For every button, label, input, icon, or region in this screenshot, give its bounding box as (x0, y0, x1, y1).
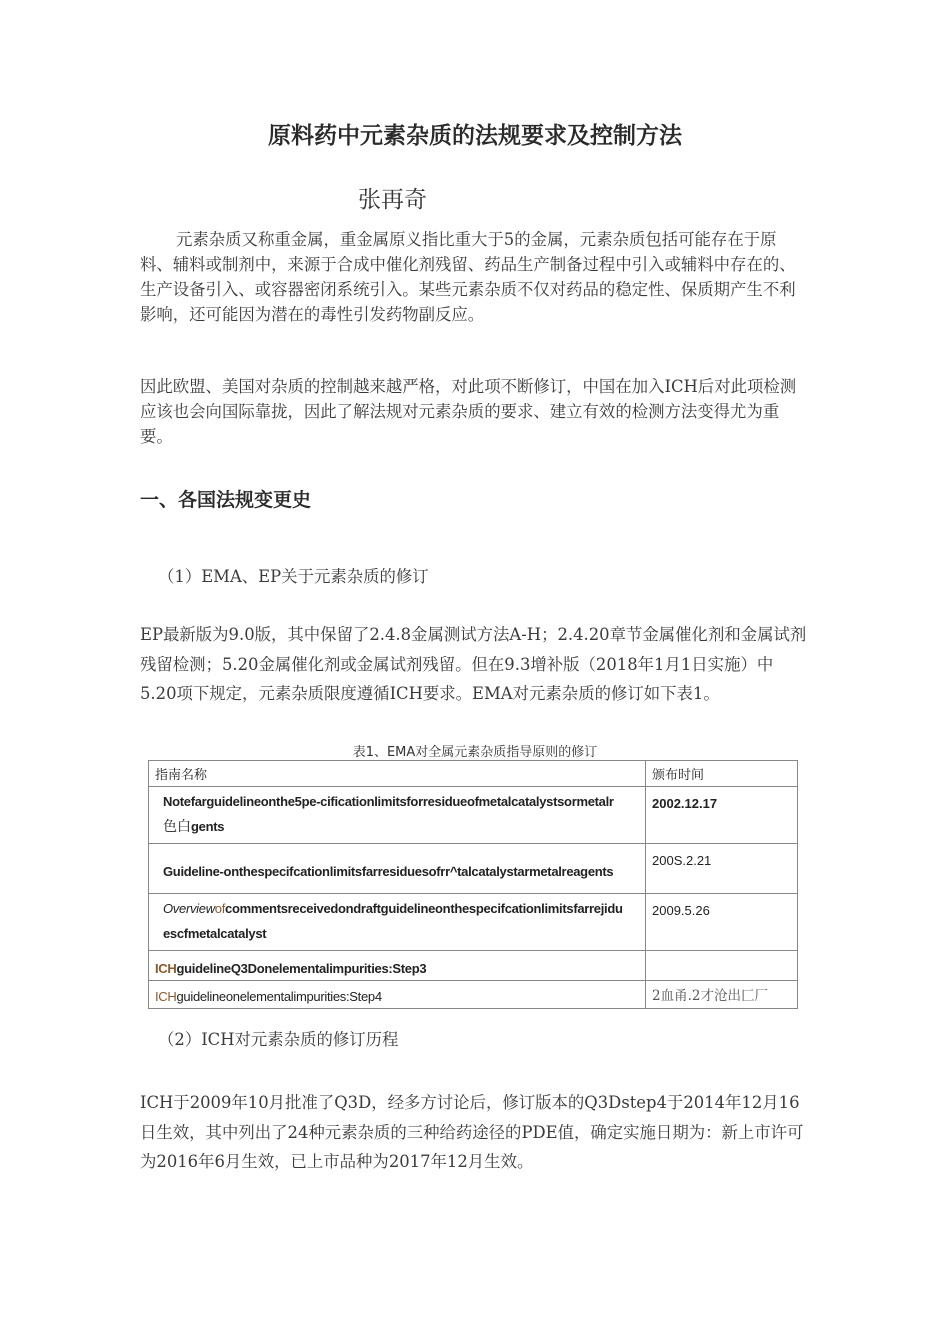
issue-date: 2009.5.26 (652, 903, 710, 918)
table-row (149, 787, 798, 844)
issue-date: 2002.12.17 (652, 796, 718, 811)
guideline-name-text: commentsreceivedondraftguidelineonthespecifcationlimitsfarrejidu (225, 901, 623, 916)
table-caption: 表1、EMA对全属元素杂质指导原则的修订 (352, 745, 598, 760)
guideline-name-text: 色白 (163, 819, 191, 835)
guideline-name-cell (149, 951, 646, 981)
header-guideline-name: 指南名称 (149, 761, 646, 787)
guideline-name-text: guidelineonelementalimpurities:Step4 (176, 989, 382, 1004)
guideline-name-text: fmetalcatalyst (183, 926, 267, 941)
table-row (149, 981, 798, 1009)
guideline-name-text: ICH (155, 989, 177, 1004)
author-name: 张再奇 (358, 187, 427, 213)
guideline-name-text: esc (163, 926, 184, 941)
guideline-name-text: guidelineQ3Donelementalimpurities:Step3 (176, 961, 427, 976)
issue-date: 200S.2.21 (652, 853, 712, 868)
guideline-name-cell (149, 981, 646, 1009)
guideline-name-text: Notefarguidelineonthe5pe-cificationlimitsforresidueofmetalcatalystsormetalr (163, 794, 614, 809)
context-paragraph: 因此欧盟、美国对杂质的控制越来越严格，对此项不断修订，中国在加入ICH后对此项检测应该也会向国际靠拢，因此了解法规对元素杂质的要求、建立有效的检测方法变得尤为重要。 (140, 377, 797, 446)
section-heading: 一、各国法规变更史 (140, 489, 312, 511)
issue-date-cell (646, 844, 798, 894)
guideline-name-cell (149, 894, 646, 951)
ema-revision-table (148, 760, 798, 1009)
document-title: 原料药中元素杂质的法规要求及控制方法 (268, 123, 682, 149)
subsection-ich: （2）ICH对元素杂质的修订历程 (158, 1030, 399, 1049)
ep-paragraph: EP最新版为9.0版，其中保留了2.4.8金属测试方法A-H；2.4.20章节金属催化剂和金属试剂残留检测；5.20金属催化剂或金属试剂残留。但在9.3增补版（2018年1月1日实施）中5.20项下规定，元素杂质限度遵循ICH要求。EMA对元素杂质的修订如下表1。 (140, 625, 807, 703)
ich-paragraph: ICH于2009年10月批准了Q3D，经多方讨论后，修订版本的Q3Dstep4于2014年12月16日生效，其中列出了24种元素杂质的三种给药途径的PDE值，确定实施日期为：新上市许可为2016年6月生效，已上市品种为2017年12月生效。 (140, 1093, 804, 1171)
table-row (149, 844, 798, 894)
issue-date-cell (646, 787, 798, 844)
guideline-name-cell (149, 787, 646, 844)
guideline-name-text: Overview (163, 901, 215, 916)
guideline-name-text: Guideline-onthespecifcationlimitsfarresiduesofrr^talcatalystarmetalreagents (163, 864, 614, 879)
issue-date-cell (646, 894, 798, 951)
guideline-name-text: gents (191, 819, 225, 834)
guideline-name-text: of (214, 901, 226, 916)
issue-date-cell (646, 981, 798, 1009)
guideline-name-text: ICH (155, 961, 177, 976)
table-header-row (149, 761, 798, 787)
header-issue-date: 颁布时间 (646, 761, 798, 787)
subsection-ema-ep: （1）EMA、EP关于元素杂质的修订 (158, 567, 429, 586)
table-row (149, 894, 798, 951)
issue-date-cell (646, 951, 798, 981)
issue-date: 2血甬.2才沧出匚厂 (652, 988, 768, 1004)
intro-paragraph: 元素杂质又称重金属，重金属原义指比重大于5的金属，元素杂质包括可能存在于原料、辅料或制剂中，来源于合成中催化剂残留、药品生产制备过程中引入或辅料中存在的、生产设备引入、或容器密闭系统引入。某些元素杂质不仅对药品的稳定性、保质期产生不利影响，还可能因为潜在的毒性引发药物副反应。 (140, 230, 796, 324)
table-row (149, 951, 798, 981)
guideline-name-cell (149, 844, 646, 894)
